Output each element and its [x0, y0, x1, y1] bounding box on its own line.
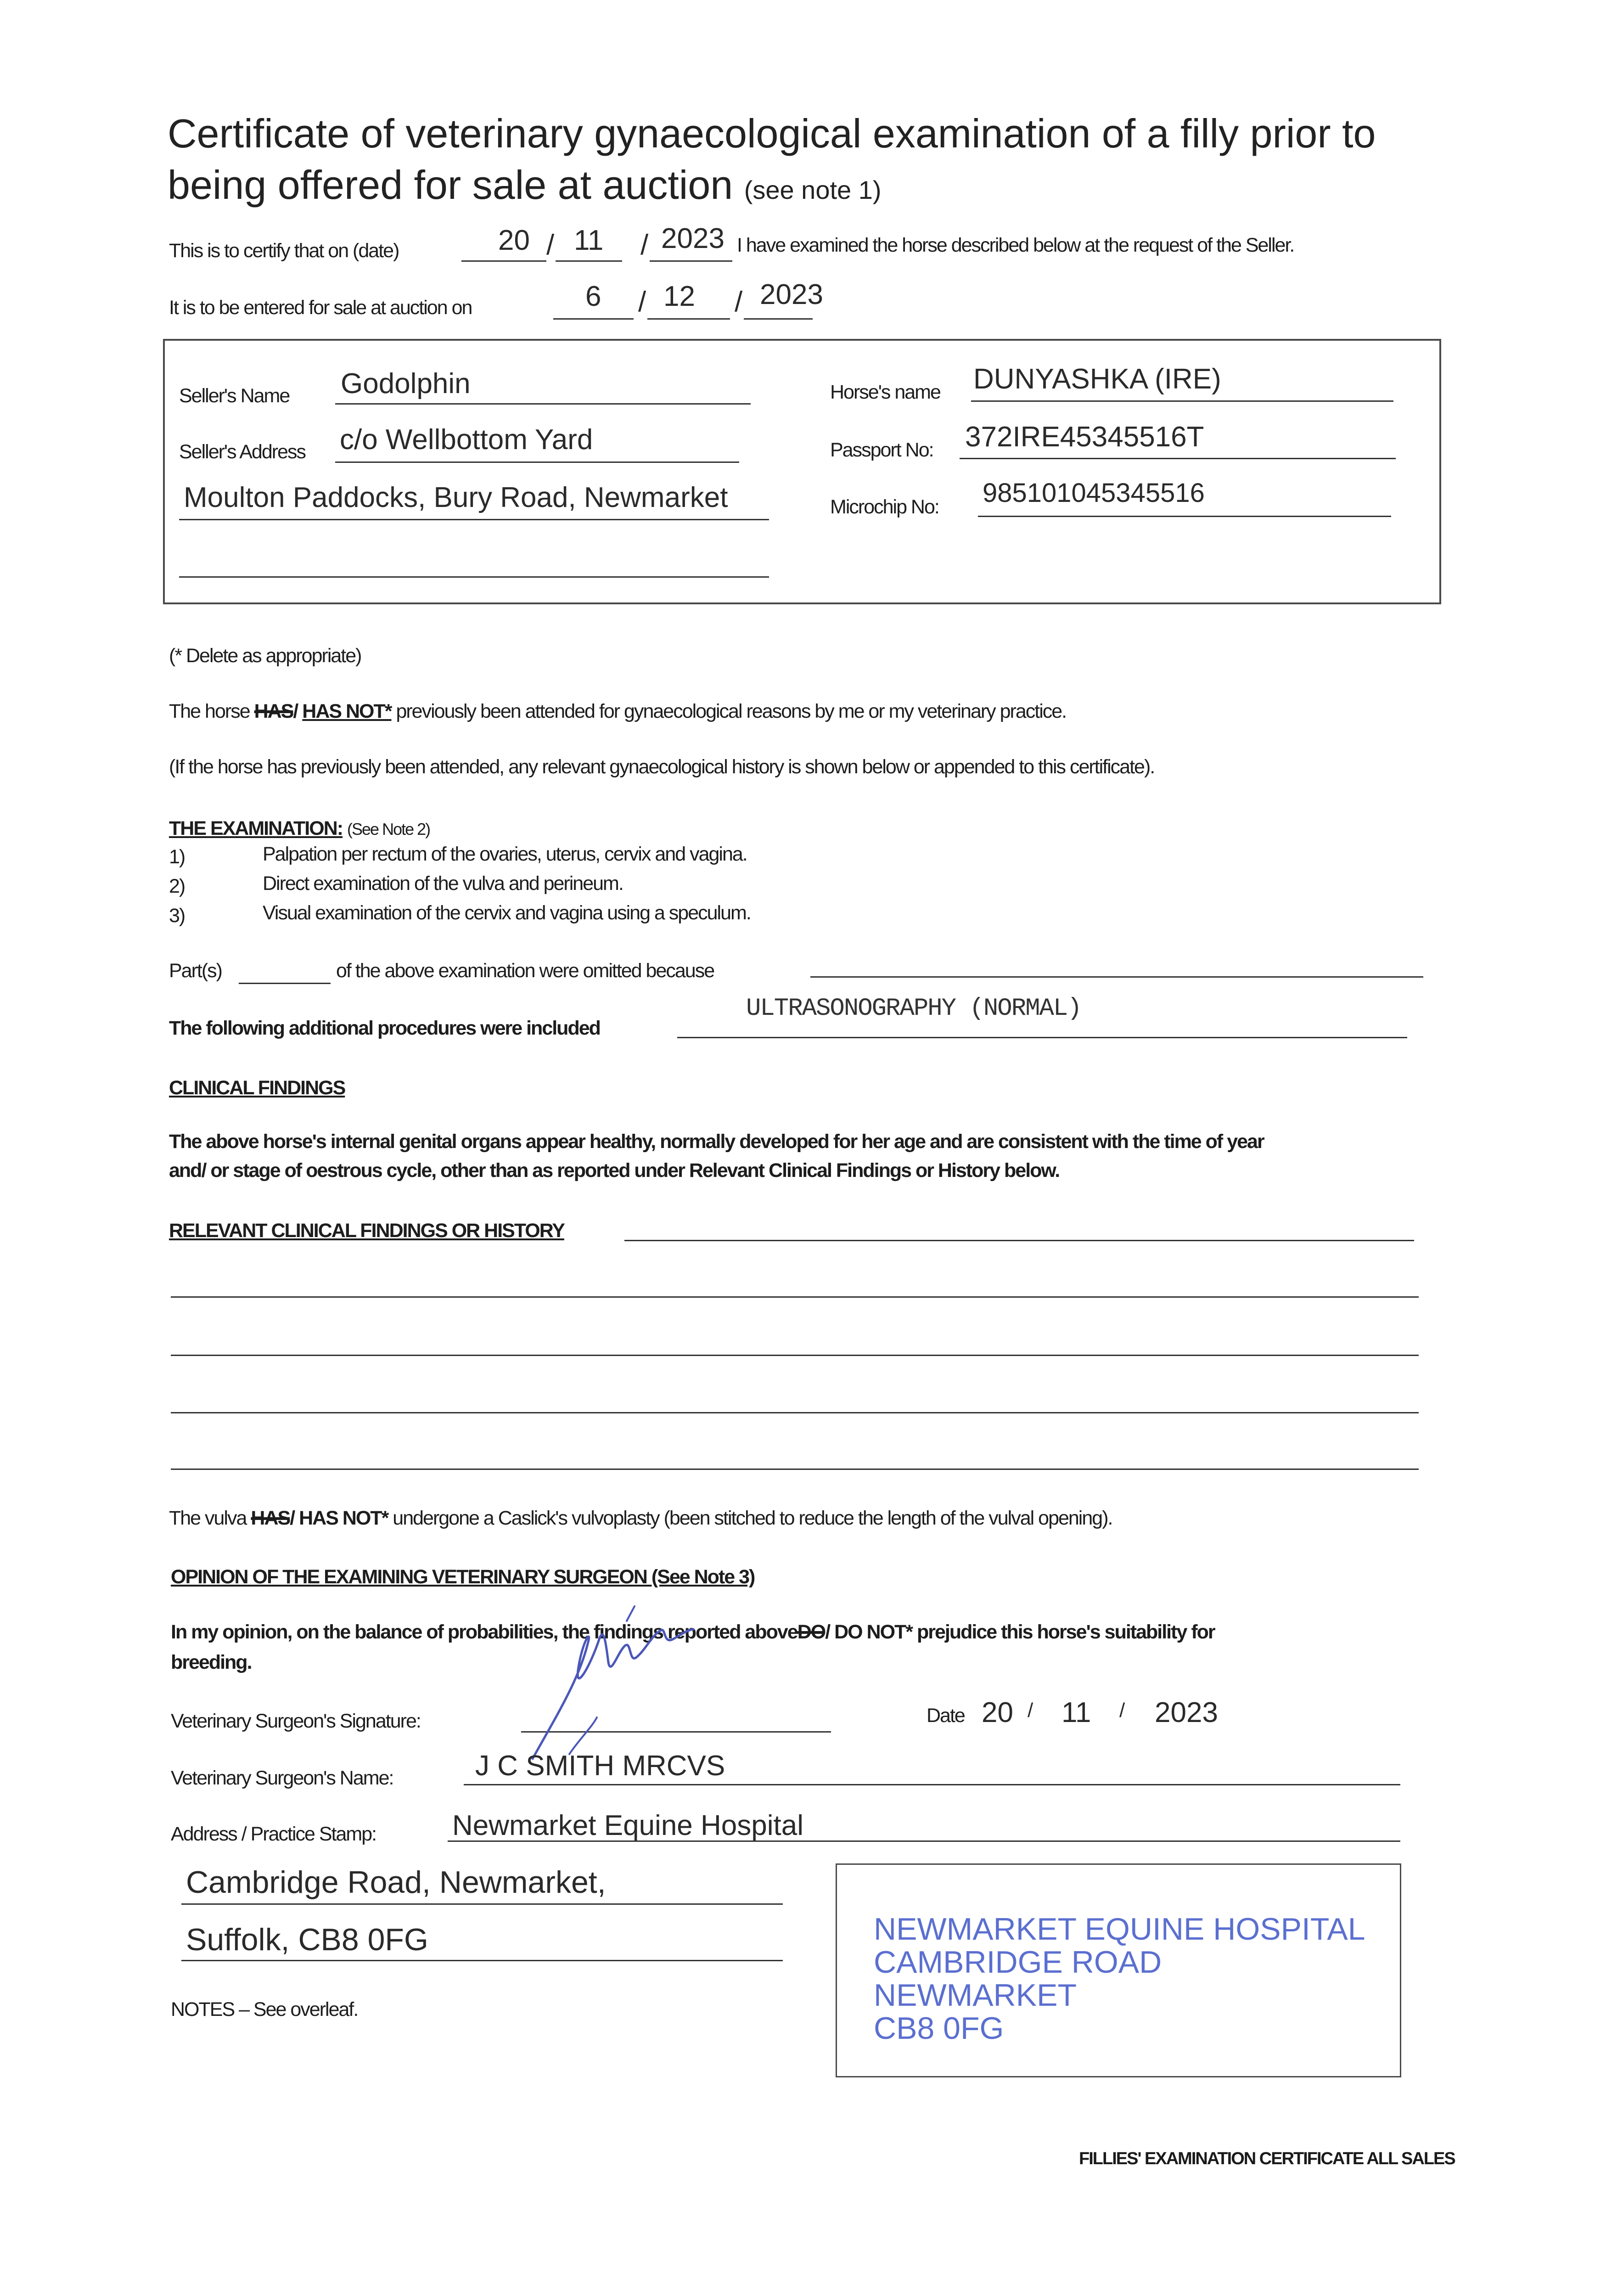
passport-label: Passport No: — [830, 439, 933, 461]
vet-address-line3: Suffolk, CB8 0FG — [186, 1922, 428, 1957]
attended-struck-option: HAS — [254, 700, 293, 722]
seller-address-label: Seller's Address — [179, 441, 305, 463]
exam-date-prefix: This is to certify that on (date) — [169, 240, 399, 262]
microchip-value: 985101045345516 — [983, 478, 1205, 508]
attended-separator: / — [293, 700, 298, 722]
relevant-findings-heading: RELEVANT CLINICAL FINDINGS OR HISTORY — [169, 1220, 564, 1242]
attended-prefix: The horse — [169, 700, 250, 722]
clinical-findings-line1: The above horse's internal genital organs appear healthy, normally developed for her age and are consistent with the time of year — [169, 1131, 1264, 1153]
vet-address-label: Address / Practice Stamp: — [171, 1823, 376, 1845]
delete-note: (* Delete as appropriate) — [169, 645, 361, 667]
history-note: (If the horse has previously been attended, any relevant gynaecological history is shown below or appended to this certificate). — [169, 756, 1155, 778]
clinical-findings-heading: CLINICAL FINDINGS — [169, 1077, 345, 1099]
vet-name-value: J C SMITH MRCVS — [475, 1750, 725, 1782]
signature-date-sep1: / — [1028, 1699, 1033, 1722]
signature-date-year: 2023 — [1155, 1697, 1218, 1728]
certificate-title-text: being offered for sale at auction — [168, 162, 733, 208]
additional-procedures-label: The following additional procedures were included — [169, 1017, 600, 1039]
clinical-findings-line2: and/ or stage of oestrous cycle, other than as reported under Relevant Clinical Findings or History below. — [169, 1159, 1060, 1182]
sale-date-sep2: / — [735, 286, 743, 318]
stamp-line2: CAMBRIDGE ROAD — [874, 1945, 1162, 1980]
seller-address-line1: c/o Wellbottom Yard — [340, 424, 593, 456]
exam-item-num-3: 3) — [169, 905, 185, 927]
vulva-line — [169, 1507, 1112, 1530]
omitted-middle: of the above examination were omitted because — [336, 960, 714, 982]
exam-date-sep1: / — [546, 229, 555, 261]
horse-name-label: Horse's name — [830, 381, 940, 403]
additional-procedures-value: ULTRASONOGRAPHY (NORMAL) — [746, 995, 1081, 1023]
signature-image — [514, 1603, 707, 1773]
examination-heading: THE EXAMINATION: — [169, 817, 343, 839]
notes-overleaf: NOTES – See overleaf. — [171, 1998, 358, 2020]
signature-label: Veterinary Surgeon's Signature: — [171, 1710, 421, 1732]
vet-name-label: Veterinary Surgeon's Name: — [171, 1767, 393, 1789]
opinion-heading: OPINION OF THE EXAMINING VETERINARY SURGEON (See Note 3) — [171, 1566, 755, 1588]
passport-value: 372IRE45345516T — [965, 421, 1204, 453]
opinion-struck-option: DO — [797, 1621, 826, 1643]
certificate-title-note: (see note 1) — [744, 175, 882, 204]
attended-line — [169, 700, 1066, 723]
exam-date-suffix: I have examined the horse described below at the request of the Seller. — [737, 234, 1294, 256]
vet-address-line2: Cambridge Road, Newmarket, — [186, 1865, 606, 1900]
seller-address-line2: Moulton Paddocks, Bury Road, Newmarket — [184, 482, 728, 513]
exam-item-text-3: Visual examination of the cervix and vagina using a speculum. — [263, 902, 751, 924]
attended-suffix: previously been attended for gynaecological reasons by me or my veterinary practice. — [396, 700, 1067, 722]
footer-text: FILLIES' EXAMINATION CERTIFICATE ALL SALES — [1079, 2149, 1455, 2168]
vet-address-line1: Newmarket Equine Hospital — [452, 1810, 804, 1841]
certificate-title-line1: Certificate of veterinary gynaecological examination of a filly prior to — [168, 111, 1376, 156]
stamp-line1: NEWMARKET EQUINE HOSPITAL — [874, 1912, 1365, 1947]
exam-date-day: 20 — [498, 225, 530, 256]
exam-item-num-1: 1) — [169, 846, 185, 868]
exam-item-num-2: 2) — [169, 875, 185, 897]
sale-date-year: 2023 — [760, 279, 823, 310]
opinion-text-b: / DO NOT* prejudice this horse's suitability for — [825, 1621, 1215, 1643]
opinion-text-a: In my opinion, on the balance of probabilities, the findings reported above — [171, 1621, 797, 1643]
vulva-prefix: The vulva — [169, 1507, 247, 1529]
sale-date-sep1: / — [638, 286, 646, 318]
signature-date-label: Date — [927, 1705, 965, 1727]
vulva-separator: / — [290, 1507, 295, 1529]
exam-item-text-1: Palpation per rectum of the ovaries, uterus, cervix and vagina. — [263, 843, 747, 865]
examination-heading-line — [169, 817, 430, 840]
opinion-line2: breeding. — [171, 1651, 252, 1673]
certificate-title-line2 — [168, 161, 882, 214]
exam-date-year: 2023 — [661, 223, 724, 254]
signature-date-day: 20 — [982, 1697, 1013, 1728]
exam-item-text-2: Direct examination of the vulva and perineum. — [263, 872, 623, 895]
stamp-line4: CB8 0FG — [874, 2011, 1004, 2046]
exam-date-month: 11 — [574, 225, 604, 256]
omitted-prefix: Part(s) — [169, 960, 222, 982]
microchip-label: Microchip No: — [830, 496, 939, 518]
vulva-chosen-option: HAS NOT* — [299, 1507, 388, 1529]
sale-date-month: 12 — [663, 281, 695, 312]
seller-name-label: Seller's Name — [179, 385, 290, 407]
vulva-struck-option: HAS — [251, 1507, 290, 1529]
exam-date-sep2: / — [640, 229, 649, 261]
stamp-line3: NEWMARKET — [874, 1978, 1077, 2013]
signature-date-month: 11 — [1061, 1697, 1091, 1728]
examination-heading-note: (See Note 2) — [347, 820, 430, 838]
sale-date-prefix: It is to be entered for sale at auction on — [169, 297, 472, 319]
seller-name-value: Godolphin — [341, 368, 471, 400]
sale-date-day: 6 — [585, 281, 601, 312]
horse-name-value: DUNYASHKA (IRE) — [973, 363, 1221, 395]
vulva-suffix: undergone a Caslick's vulvoplasty (been stitched to reduce the length of the vulval opening). — [393, 1507, 1112, 1529]
signature-date-sep2: / — [1119, 1699, 1125, 1722]
attended-chosen-option: HAS NOT* — [302, 700, 392, 722]
